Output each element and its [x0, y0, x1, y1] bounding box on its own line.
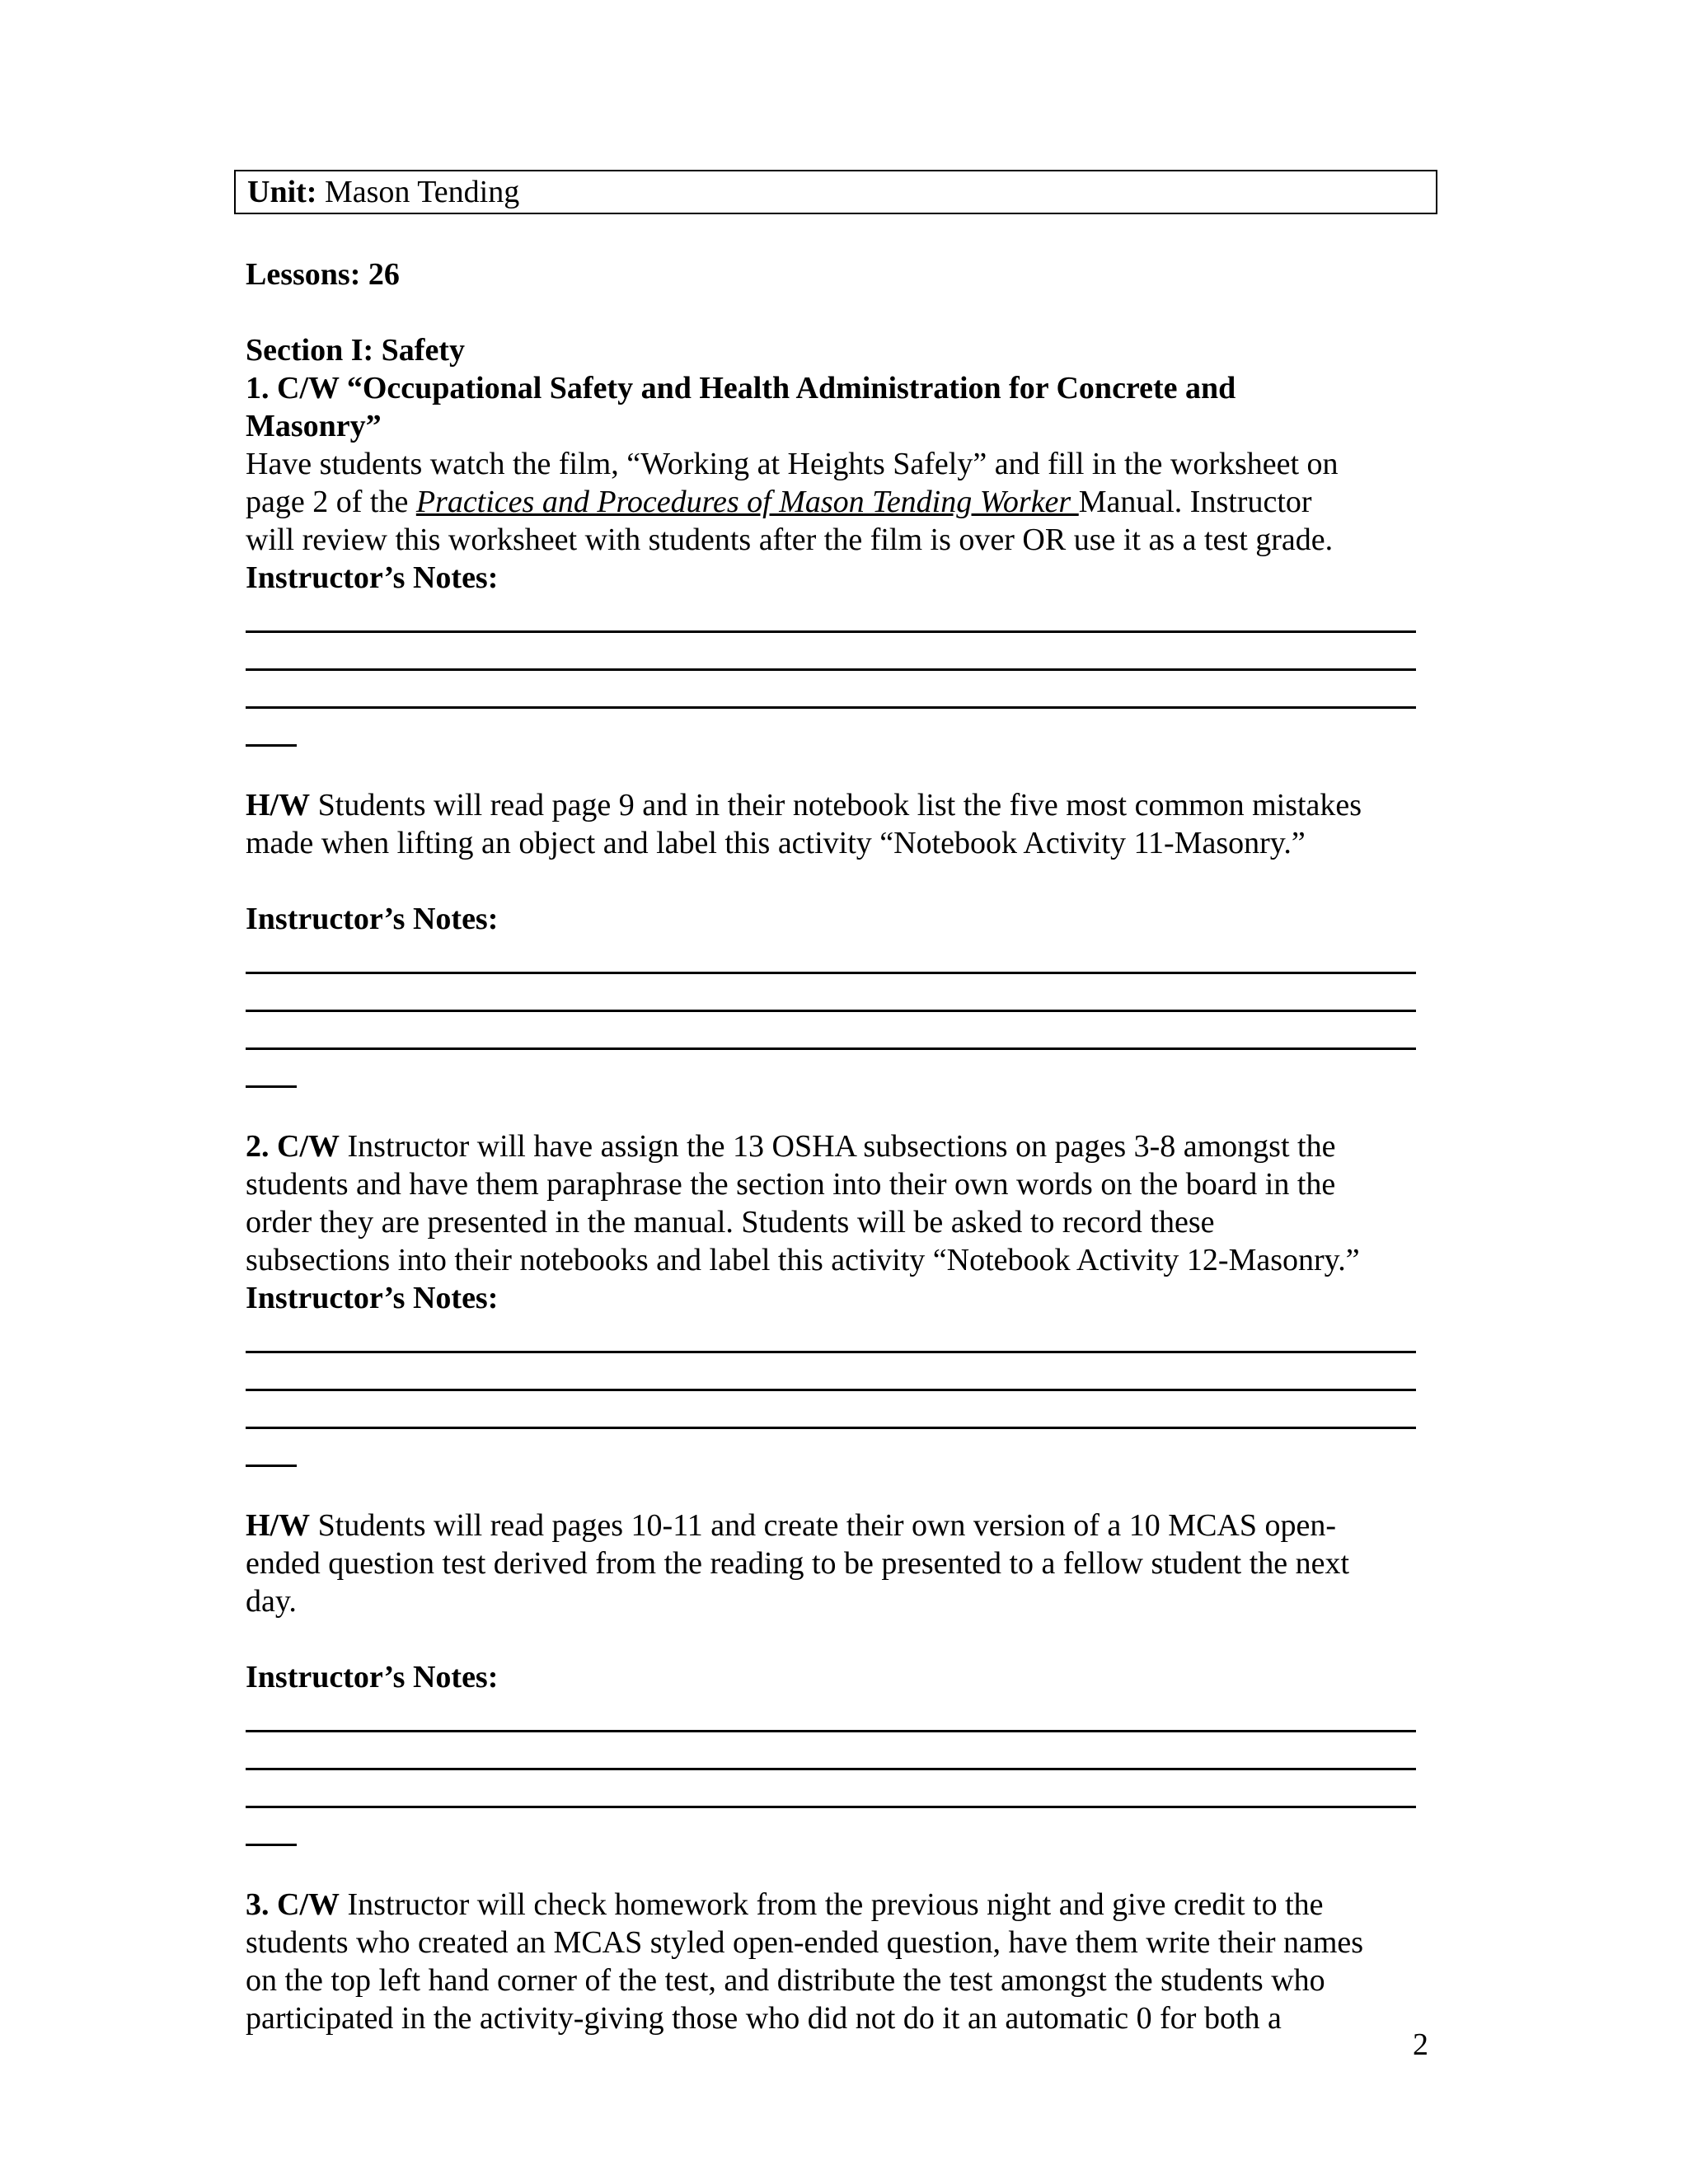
- item2-line3: order they are presented in the manual. Students will be asked to record these: [246, 1205, 1215, 1240]
- notes-rule-stub: [246, 744, 297, 747]
- lessons-heading: Lessons: 26: [246, 257, 400, 292]
- item3-line3: on the top left hand corner of the test, and distribute the test amongst the students who: [246, 1963, 1325, 1998]
- notes-rule: [246, 1389, 1416, 1391]
- notes-rule: [246, 1768, 1416, 1770]
- hw2-line3: day.: [246, 1584, 297, 1619]
- hw2-line2: ended question test derived from the reading to be presented to a fellow student the next: [246, 1546, 1350, 1581]
- item2-line2: students and have them paraphrase the section into their own words on the board in the: [246, 1167, 1336, 1202]
- hw1-line2: made when lifting an object and label this activity “Notebook Activity 11-Masonry.”: [246, 826, 1306, 860]
- notes-rule-stub: [246, 1844, 297, 1846]
- item3-line1: 3. C/W Instructor will check homework from the previous night and give credit to the: [246, 1887, 1324, 1922]
- item1-text-line1: Have students watch the film, “Working at Heights Safely” and fill in the worksheet on: [246, 447, 1339, 481]
- item1-text-line2: page 2 of the Practices and Procedures of Mason Tending Worker Manual. Instructor: [246, 485, 1312, 519]
- notes-rule: [246, 630, 1416, 633]
- section-title: Section I: Safety: [246, 333, 465, 368]
- item3-line2: students who created an MCAS styled open-ended question, have them write their names: [246, 1925, 1364, 1960]
- notes-rule: [246, 972, 1416, 974]
- notes-rule: [246, 706, 1416, 709]
- notes-rule: [246, 1010, 1416, 1012]
- item1-heading-line2: Masonry”: [246, 409, 382, 443]
- unit-header-box: [234, 170, 1437, 214]
- notes-rule: [246, 668, 1416, 671]
- item2-line1: 2. C/W Instructor will have assign the 13 OSHA subsections on pages 3-8 amongst the: [246, 1129, 1336, 1164]
- item1-heading-line1: 1. C/W “Occupational Safety and Health Administration for Concrete and: [246, 371, 1236, 405]
- item3-line4: participated in the activity-giving those who did not do it an automatic 0 for both a: [246, 2001, 1282, 2036]
- item2-line4: subsections into their notebooks and label this activity “Notebook Activity 12-Masonry.”: [246, 1243, 1360, 1277]
- hw1-line1: H/W Students will read page 9 and in their notebook list the five most common mistakes: [246, 788, 1362, 823]
- hw1-notes-label: Instructor’s Notes:: [246, 902, 499, 936]
- hw2-line1: H/W Students will read pages 10-11 and create their own version of a 10 MCAS open-: [246, 1508, 1337, 1543]
- notes-rule: [246, 1427, 1416, 1429]
- notes-rule: [246, 1351, 1416, 1353]
- notes-rule-stub: [246, 1465, 297, 1467]
- unit-value: Mason Tending: [324, 175, 520, 209]
- notes-rule: [246, 1730, 1416, 1732]
- item1-text-line3: will review this worksheet with students after the film is over OR use it as a test grade.: [246, 523, 1334, 557]
- item1-notes-label: Instructor’s Notes:: [246, 560, 499, 595]
- manual-title: Practices and Procedures of Mason Tending Worker: [415, 485, 1079, 519]
- notes-rule: [246, 1047, 1416, 1050]
- notes-rule: [246, 1806, 1416, 1808]
- unit-line: [247, 173, 519, 211]
- item2-notes-label: Instructor’s Notes:: [246, 1281, 499, 1315]
- notes-rule-stub: [246, 1085, 297, 1088]
- hw2-notes-label: Instructor’s Notes:: [246, 1660, 499, 1694]
- unit-label: Unit:: [247, 175, 317, 209]
- page-number: 2: [1413, 2027, 1428, 2062]
